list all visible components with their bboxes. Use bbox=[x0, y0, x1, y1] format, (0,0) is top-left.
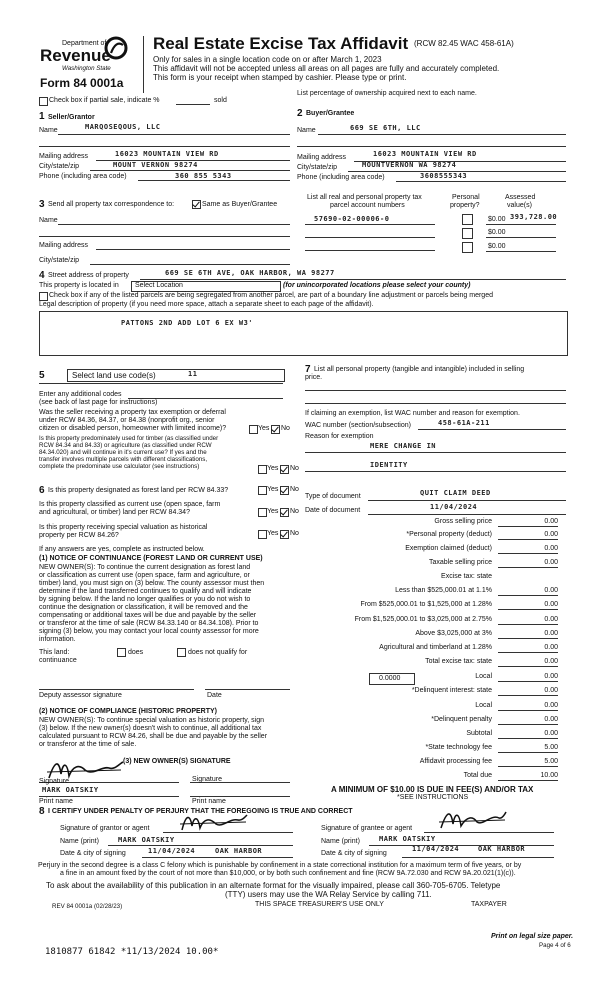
buyer-city[interactable]: MOUNTVERNON WA 98274 bbox=[362, 161, 457, 169]
unincorporated-note: (for unincorporated locations please select your county) bbox=[283, 282, 471, 289]
rcw-label: (RCW 82.45 WAC 458-61A) bbox=[414, 39, 514, 48]
grantee-sig-label: Signature of grantee or agent bbox=[321, 825, 413, 832]
forest-yes-checkbox[interactable] bbox=[258, 486, 267, 495]
revision-label: REV 84 0001a (02/28/23) bbox=[52, 903, 123, 910]
assessed-value-handwritten[interactable]: 393,728.00 bbox=[510, 213, 558, 221]
form-title: Real Estate Excise Tax Affidavit bbox=[153, 34, 409, 53]
seller-mail[interactable]: 16023 MOUNTAIN VIEW RD bbox=[115, 150, 219, 158]
wac-label: WAC number (section/subsection) bbox=[305, 422, 411, 429]
timber-yes-checkbox[interactable] bbox=[258, 465, 267, 474]
grantor-date-label: Date & city of signing bbox=[60, 850, 126, 857]
claim-exemption-label: If claiming an exemption, list WAC number and reason for exemption. bbox=[305, 410, 520, 417]
grantor-date[interactable]: 11/04/2024 bbox=[148, 847, 196, 855]
doc-type-label: Type of document bbox=[305, 493, 361, 500]
timber-no-checkbox[interactable] bbox=[280, 465, 289, 474]
corr-name-label: Name bbox=[39, 217, 58, 224]
grantor-name[interactable]: MARK OATSKIY bbox=[118, 836, 175, 844]
sec2-number: 2 bbox=[297, 108, 303, 119]
parcel-header-2: parcel account numbers bbox=[330, 202, 405, 209]
timber-q-5: complete the predominate use calculator (see instructions) bbox=[39, 463, 200, 470]
calc-row-label: *Delinquent penalty bbox=[431, 716, 492, 723]
taxpayer-label: TAXPAYER bbox=[471, 901, 507, 908]
accessibility-line-2: (TTY) users may use the WA Relay Service by calling 711. bbox=[225, 890, 432, 899]
timber-yes-label: Yes bbox=[267, 465, 279, 472]
this-land-label: This land: bbox=[39, 649, 70, 656]
land-use-code: 11 bbox=[188, 370, 198, 378]
current-use-q-1: Is this property classified as current use (open space, farm bbox=[39, 501, 221, 508]
current-use-no-label: No bbox=[290, 508, 299, 515]
calc-row-value[interactable]: 0.00 bbox=[544, 559, 558, 566]
historic-q-1: Is this property receiving special valuation as historical bbox=[39, 524, 208, 531]
sec7-number: 7 bbox=[305, 364, 311, 375]
forest-yes-label: Yes bbox=[267, 486, 279, 493]
timber-no-label: No bbox=[290, 465, 299, 472]
historic-yes-checkbox[interactable] bbox=[258, 530, 267, 539]
wac-number[interactable]: 458-61A-211 bbox=[438, 419, 490, 427]
if-any-yes: If any answers are yes, complete as instructed below. bbox=[39, 546, 205, 553]
note-2: This affidavit will not be accepted unless all areas on all pages are fully and accurately completed. bbox=[153, 64, 500, 73]
personal-property-checkbox-1[interactable] bbox=[462, 214, 473, 225]
current-use-yes-checkbox[interactable] bbox=[258, 508, 267, 517]
timber-q-4: transfer involves multiple parcels with different classifications, bbox=[39, 456, 208, 463]
cashier-stamp: 1810877 61842 *11/13/2024 10.00* bbox=[45, 947, 219, 957]
seller-mail-label: Mailing address bbox=[39, 153, 89, 160]
legal-description-box[interactable] bbox=[39, 311, 568, 356]
note-3: This form is your receipt when stamped by cashier. Please type or print. bbox=[153, 73, 407, 82]
continuance-p9: signing (3) below, you may contact your local county assessor for more bbox=[39, 628, 259, 635]
calc-row-label: From $525,000.01 to $1,525,000 at 1.28% bbox=[360, 601, 492, 608]
calc-row-label: Gross selling price bbox=[434, 518, 492, 525]
land-does-not-label: does not qualify for bbox=[188, 649, 248, 656]
continuance-p5: by signing below. If the land no longer qualifies or you do not wish to bbox=[39, 596, 251, 603]
calc-row-value[interactable]: 0.00 bbox=[544, 673, 558, 680]
partial-sale-label: Check box if partial sale, indicate % bbox=[49, 97, 160, 104]
segregated-checkbox[interactable] bbox=[39, 292, 48, 301]
buyer-phone-label: Phone (including area code) bbox=[297, 174, 385, 181]
calc-row-label: *Personal property (deduct) bbox=[406, 531, 492, 538]
timber-q-1: Is this property predominately used for timber (as classified under bbox=[39, 435, 219, 442]
same-as-buyer-label: Same as Buyer/Grantee bbox=[202, 201, 278, 208]
calc-row-value[interactable]: 0.00 bbox=[544, 518, 558, 525]
compliance-p1: NEW OWNER(S): To continue special valuation as historic property, sign bbox=[39, 717, 264, 724]
partial-sale-checkbox[interactable] bbox=[39, 97, 48, 106]
grantee-city[interactable]: OAK HARBOR bbox=[478, 845, 526, 853]
assessed-header-2: value(s) bbox=[507, 202, 532, 209]
calc-row-value[interactable]: 0.00 bbox=[544, 545, 558, 552]
grantee-name-label: Name (print) bbox=[321, 838, 360, 845]
seller-city-label: City/state/zip bbox=[39, 163, 80, 170]
grantee-signature-image bbox=[437, 808, 507, 832]
calc-row-value[interactable]: 10.00 bbox=[540, 772, 558, 779]
exemption-no-label: No bbox=[281, 425, 290, 432]
historic-q-2: property per RCW 84.26? bbox=[39, 532, 119, 539]
calc-row-label: Affidavit processing fee bbox=[419, 758, 492, 765]
revenue-logo-text: Revenue bbox=[40, 46, 111, 65]
calc-row-label: Local bbox=[475, 702, 492, 709]
continuance-p8: or transferor at the time of sale (RCW 84.33.140 or 84.34.108). Prior to bbox=[39, 620, 259, 627]
seller-name-label: Name bbox=[39, 127, 58, 134]
sec5-number: 5 bbox=[39, 370, 45, 381]
calc-row-label: From $1,525,000.01 to $3,025,000 at 2.75% bbox=[354, 616, 492, 623]
grantee-date[interactable]: 11/04/2024 bbox=[412, 845, 460, 853]
doc-date[interactable]: 11/04/2024 bbox=[430, 503, 478, 511]
current-use-no-checkbox[interactable] bbox=[280, 508, 289, 517]
forest-q: Is this property designated as forest land per RCW 84.33? bbox=[48, 487, 229, 494]
local-rate-box[interactable] bbox=[369, 673, 415, 685]
calc-row-value[interactable]: 0.00 bbox=[544, 658, 558, 665]
location-select[interactable] bbox=[131, 281, 281, 292]
calc-row-label: *State technology fee bbox=[425, 744, 492, 751]
grantor-name-label: Name (print) bbox=[60, 838, 99, 845]
treasurer-use-label: THIS SPACE TREASURER'S USE ONLY bbox=[255, 901, 384, 908]
ownership-note: List percentage of ownership acquired next to each name. bbox=[297, 90, 477, 97]
continuance-heading: (1) NOTICE OF CONTINUANCE (FOREST LAND OR CURRENT USE) bbox=[39, 555, 263, 562]
current-use-yes-label: Yes bbox=[267, 508, 279, 515]
personal-property-checkbox-3[interactable] bbox=[462, 242, 473, 253]
calc-row-value[interactable]: 0.00 bbox=[544, 587, 558, 594]
certify-statement: I CERTIFY UNDER PENALTY OF PERJURY THAT THE FOREGOING IS TRUE AND CORRECT bbox=[48, 808, 353, 815]
calc-row-value[interactable]: 0.00 bbox=[544, 531, 558, 538]
minimum-due: A MINIMUM OF $10.00 IS DUE IN FEE(S) AND/OR TAX bbox=[331, 785, 534, 794]
sec1-number: 1 bbox=[39, 111, 45, 122]
personal-property-checkbox-2[interactable] bbox=[462, 228, 473, 239]
buyer-mail-label: Mailing address bbox=[297, 154, 347, 161]
property-address[interactable]: 669 SE 6TH AVE, OAK HARBOR, WA 98277 bbox=[165, 269, 335, 277]
historic-yes-label: Yes bbox=[267, 530, 279, 537]
calc-row-value[interactable]: 0.00 bbox=[544, 601, 558, 608]
dept-label: Department of bbox=[62, 40, 107, 47]
buyer-name-label: Name bbox=[297, 127, 316, 134]
land-does-checkbox[interactable] bbox=[117, 648, 126, 657]
land-does-label: does bbox=[128, 649, 144, 656]
compliance-p4: or transferor at the time of sale. bbox=[39, 741, 137, 748]
parcel-number[interactable]: 57690-02-00006-0 bbox=[314, 215, 390, 223]
calc-row-value[interactable]: 0.00 bbox=[544, 687, 558, 694]
timber-q-2: RCW 84.34 and 84.33) or agriculture (as classified under RCW bbox=[39, 442, 212, 449]
new-owner-sig-label-2: Signature bbox=[192, 776, 222, 783]
deputy-date-label: Date bbox=[207, 692, 222, 699]
legal-paper-note: Print on legal size paper. bbox=[491, 933, 574, 940]
exemption-q-1: Was the seller receiving a property tax exemption or deferral bbox=[39, 409, 226, 416]
continuance-p10: information. bbox=[39, 636, 76, 643]
current-use-q-2: and agricultural, or timber) land per RCW 84.34? bbox=[39, 509, 190, 516]
calc-row-value[interactable]: 0.00 bbox=[544, 644, 558, 651]
land-does-not-checkbox[interactable] bbox=[177, 648, 186, 657]
grantor-signature-image bbox=[178, 812, 248, 834]
reason-line-2[interactable]: IDENTITY bbox=[370, 461, 408, 469]
calc-row-label: Excise tax: state bbox=[441, 573, 492, 580]
buyer-heading: Buyer/Grantee bbox=[306, 110, 355, 117]
correspondence-label: Send all property tax correspondence to: bbox=[48, 201, 175, 208]
same-as-buyer-checkbox[interactable] bbox=[192, 200, 201, 209]
continuance-p7: compensating or additional taxes will be due and payable by the seller bbox=[39, 612, 257, 619]
historic-no-checkbox[interactable] bbox=[280, 530, 289, 539]
seller-city[interactable]: MOUNT VERNON 98274 bbox=[113, 161, 198, 169]
timber-q-3: 84.34.020) and will continue in it's current use? If yes and the bbox=[39, 449, 207, 456]
assessed-value-1[interactable]: $0.00 bbox=[488, 216, 506, 223]
new-owner-printed-name[interactable]: MARK OATSKIY bbox=[42, 786, 99, 794]
seller-name[interactable]: MARQOSEQOUS, LLC bbox=[85, 123, 161, 131]
calc-row-value[interactable]: 5.00 bbox=[544, 758, 558, 765]
seller-phone-label: Phone (including area code) bbox=[39, 173, 127, 180]
calc-row-value[interactable]: 0.00 bbox=[544, 616, 558, 623]
located-label: This property is located in bbox=[39, 282, 119, 289]
grantee-date-label: Date & city of signing bbox=[321, 850, 387, 857]
forest-no-checkbox[interactable] bbox=[280, 486, 289, 495]
assessed-header-1: Assessed bbox=[505, 194, 536, 201]
doc-date-label: Date of document bbox=[305, 507, 361, 514]
new-owner-sig-label: Signature bbox=[39, 778, 69, 785]
seller-heading: Seller/Grantor bbox=[48, 114, 95, 121]
doc-type[interactable]: QUIT CLAIM DEED bbox=[420, 489, 491, 497]
calc-row-label: Total excise tax: state bbox=[425, 658, 492, 665]
new-owner-sig-heading: (3) NEW OWNER(S) SIGNATURE bbox=[123, 758, 231, 765]
note-1: Only for sales in a single location code on or after March 1, 2023 bbox=[153, 55, 382, 64]
calc-row-value[interactable]: 0.00 bbox=[544, 716, 558, 723]
additional-codes-label: Enter any additional codes bbox=[39, 391, 122, 398]
local-rate: 0.0000 bbox=[379, 675, 401, 682]
print-name-label: Print name bbox=[39, 798, 73, 805]
accessibility-line-1: To ask about the availability of this publication in an alternate format for the visually impaired, please call 360-705-6705. Teletype bbox=[46, 881, 501, 890]
calc-row-value[interactable]: 0.00 bbox=[544, 630, 558, 637]
calc-row-label: Less than $525,000.01 at 1.1% bbox=[395, 587, 492, 594]
compliance-p2: (3) below. If the new owner(s) doesn't wish to continue, all additional tax bbox=[39, 725, 262, 732]
buyer-mail[interactable]: 16023 MOUNTAIN VIEW RD bbox=[373, 150, 477, 158]
calc-row-label: Exemption claimed (deduct) bbox=[405, 545, 492, 552]
calc-row-value[interactable]: 5.00 bbox=[544, 744, 558, 751]
seller-phone[interactable]: 360 855 5343 bbox=[175, 172, 232, 180]
perjury-line-2: a fine in an amount fixed by the court of not more than $10,000, or by both such confinement and fine (RCW 9A.72.030 and RCW 9A.20.021(1)(c)). bbox=[60, 870, 516, 877]
sec3-number: 3 bbox=[39, 199, 45, 210]
historic-no-label: No bbox=[290, 530, 299, 537]
calc-row-label: Subtotal bbox=[466, 730, 492, 737]
exemption-q-3: citizen or disabled person, homeowner with limited income)? bbox=[39, 425, 227, 432]
legal-desc-label: Legal description of property (if you need more space, attach a separate sheet to each page of the affidavit). bbox=[39, 301, 374, 308]
exemption-q-2: under RCW 84.36, 84.37, or 84.38 (nonprofit org., senior bbox=[39, 417, 215, 424]
see-back-note: (see back of last page for instructions) bbox=[39, 399, 158, 406]
exemption-yes-label: Yes bbox=[258, 425, 270, 432]
assessed-value-2[interactable]: $0.00 bbox=[488, 229, 506, 236]
personal-header-2: property? bbox=[450, 202, 480, 209]
continuance-p3: timber) land, you must sign on (3) below. The county assessor must then bbox=[39, 580, 265, 587]
grantor-city[interactable]: OAK HARBOR bbox=[215, 847, 263, 855]
reason-label: Reason for exemption bbox=[305, 433, 374, 440]
forest-no-label: No bbox=[290, 486, 299, 493]
land-use-select-label: Select land use code(s) bbox=[72, 371, 156, 380]
continuance-label: continuance bbox=[39, 657, 77, 664]
calc-row-value[interactable]: 0.00 bbox=[544, 702, 558, 709]
exemption-no-checkbox[interactable] bbox=[271, 425, 280, 434]
perjury-line-1: Perjury in the second degree is a class C felony which is punishable by confinement in a state correctional institution for a maximum term of five years, or by bbox=[38, 862, 522, 869]
sec8-number: 8 bbox=[39, 806, 45, 817]
continuance-p2: or classification as current use (open space, farm and agriculture, or bbox=[39, 572, 250, 579]
calc-row-label: Local bbox=[475, 673, 492, 680]
reason-line-1[interactable]: MERE CHANGE IN bbox=[370, 442, 437, 450]
calc-row-label: Agricultural and timberland at 1.28% bbox=[379, 644, 492, 651]
exemption-yes-checkbox[interactable] bbox=[249, 425, 258, 434]
print-name-label-2: Print name bbox=[192, 798, 226, 805]
land-use-select[interactable] bbox=[67, 369, 285, 382]
personal-property-label-2: price. bbox=[305, 374, 323, 381]
personal-property-label-1: List all personal property (tangible and intangible) included in selling bbox=[314, 366, 525, 373]
sec4-number: 4 bbox=[39, 270, 45, 281]
page-number: Page 4 of 6 bbox=[539, 942, 571, 949]
calc-row-label: Total due bbox=[463, 772, 492, 779]
compliance-p3: calculated pursuant to RCW 84.26, shall be due and payable by the seller bbox=[39, 733, 268, 740]
buyer-city-label: City/state/zip bbox=[297, 164, 338, 171]
state-label: Washington State bbox=[62, 65, 111, 72]
see-instructions: *SEE INSTRUCTIONS bbox=[397, 794, 469, 801]
continuance-p6: continue the designation or classification, it will be removed and the bbox=[39, 604, 248, 611]
calc-row-value[interactable]: 0.00 bbox=[544, 730, 558, 737]
location-select-value: Select Location bbox=[135, 282, 183, 289]
revenue-logo-icon bbox=[104, 36, 128, 60]
buyer-phone[interactable]: 3608555343 bbox=[420, 172, 468, 180]
legal-description[interactable]: PATTONS 2ND ADD LOT 6 EX W3' bbox=[121, 319, 254, 327]
corr-city-label: City/state/zip bbox=[39, 257, 80, 264]
parcel-header-1: List all real and personal property tax bbox=[307, 194, 422, 201]
sold-label: sold bbox=[214, 97, 227, 104]
assessed-value-3[interactable]: $0.00 bbox=[488, 243, 506, 250]
grantee-name[interactable]: MARK OATSKIY bbox=[379, 835, 436, 843]
calc-row-label: *Delinquent interest: state bbox=[411, 687, 492, 694]
compliance-heading: (2) NOTICE OF COMPLIANCE (HISTORIC PROPERTY) bbox=[39, 708, 217, 715]
sec6-number: 6 bbox=[39, 485, 45, 496]
form-number: Form 84 0001a bbox=[40, 76, 124, 90]
calc-row-label: Taxable selling price bbox=[428, 559, 492, 566]
personal-header-1: Personal bbox=[452, 194, 480, 201]
continuance-p4: determine if the land transferred continues to qualify and will indicate bbox=[39, 588, 252, 595]
street-address-label: Street address of property bbox=[48, 272, 129, 279]
continuance-p1: NEW OWNER(S): To continue the current designation as forest land bbox=[39, 564, 251, 571]
calc-row-label: Above $3,025,000 at 3% bbox=[415, 630, 492, 637]
deputy-sig-label: Deputy assessor signature bbox=[39, 692, 122, 699]
corr-mail-label: Mailing address bbox=[39, 242, 89, 249]
buyer-name[interactable]: 669 SE 6TH, LLC bbox=[350, 124, 421, 132]
segregated-label: Check box if any of the listed parcels are being segregated from another parcel, are part of a boundary line adjustment or parcels being merged bbox=[49, 292, 493, 299]
grantor-sig-label: Signature of grantor or agent bbox=[60, 825, 150, 832]
